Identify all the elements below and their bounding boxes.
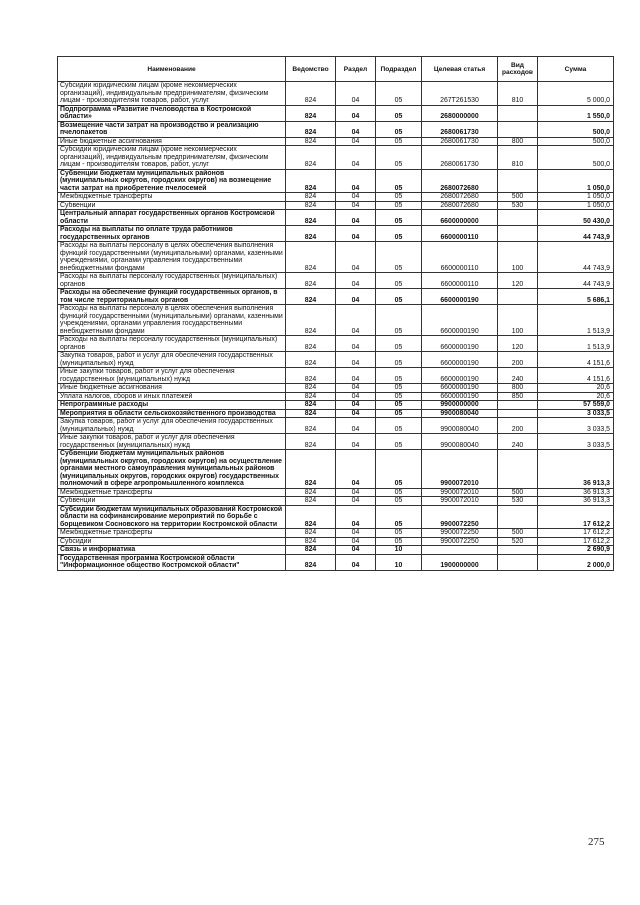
table-row [58,384,614,393]
cell-sum: 5 000,0 [538,82,614,106]
cell-razdel: 04 [336,537,376,546]
table-row [58,273,614,289]
cell-razdel: 04 [336,242,376,273]
cell-podrazdel: 10 [376,554,422,570]
cell-sum: 4 151,6 [538,352,614,368]
cell-razdel: 04 [336,146,376,170]
cell-sum: 57 559,0 [538,401,614,410]
cell-name: Уплата налогов, сборов и иных платежей [58,392,286,401]
cell-target-article: 9900000000 [422,401,498,410]
table-row [58,193,614,202]
cell-expense-type [498,401,538,410]
cell-vedomstvo: 824 [286,226,336,242]
cell-name: Субвенции [58,497,286,506]
cell-sum: 1 050,0 [538,193,614,202]
table-row [58,146,614,170]
cell-vedomstvo: 824 [286,105,336,121]
cell-target-article: 9900080040 [422,409,498,418]
cell-name: Государственная программа Костромской области "Информационное общество Костромской области" [58,554,286,570]
cell-expense-type [498,105,538,121]
cell-name: Мероприятия в области сельскохозяйственного производства [58,409,286,418]
cell-razdel: 04 [336,82,376,106]
cell-sum: 5 686,1 [538,289,614,305]
cell-podrazdel: 05 [376,105,422,121]
cell-podrazdel: 10 [376,546,422,555]
cell-podrazdel: 05 [376,450,422,489]
table-row [58,450,614,489]
cell-sum: 500,0 [538,137,614,146]
cell-target-article: 2680000000 [422,105,498,121]
cell-expense-type: 200 [498,418,538,434]
cell-podrazdel: 05 [376,336,422,352]
cell-target-article: 6600000190 [422,368,498,384]
cell-vedomstvo: 824 [286,497,336,506]
cell-expense-type [498,169,538,193]
cell-vedomstvo: 824 [286,409,336,418]
cell-podrazdel: 05 [376,537,422,546]
cell-name: Межбюджетные трансферты [58,488,286,497]
cell-podrazdel: 05 [376,273,422,289]
cell-name: Иные бюджетные ассигнования [58,137,286,146]
cell-target-article: 2680061730 [422,121,498,137]
cell-target-article: 9900072010 [422,488,498,497]
cell-podrazdel: 05 [376,488,422,497]
cell-target-article: 6600000190 [422,289,498,305]
cell-sum: 2 000,0 [538,554,614,570]
cell-expense-type: 800 [498,384,538,393]
cell-target-article: 6600000000 [422,210,498,226]
cell-target-article: 6600000110 [422,226,498,242]
cell-sum: 17 612,2 [538,505,614,529]
cell-name: Иные бюджетные ассигнования [58,384,286,393]
cell-podrazdel: 05 [376,497,422,506]
cell-podrazdel: 05 [376,409,422,418]
cell-razdel: 04 [336,529,376,538]
table-row [58,418,614,434]
cell-podrazdel: 05 [376,392,422,401]
cell-vedomstvo: 824 [286,392,336,401]
cell-podrazdel: 05 [376,368,422,384]
cell-razdel: 04 [336,368,376,384]
cell-vedomstvo: 824 [286,305,336,336]
cell-expense-type: 810 [498,82,538,106]
cell-razdel: 04 [336,169,376,193]
cell-target-article: 2680072680 [422,201,498,210]
cell-sum: 17 612,2 [538,529,614,538]
cell-razdel: 04 [336,450,376,489]
cell-target-article: 9900080040 [422,434,498,450]
cell-target-article: 2680072680 [422,169,498,193]
cell-target-article: 2680072680 [422,193,498,202]
cell-vedomstvo: 824 [286,537,336,546]
table-row [58,488,614,497]
cell-vedomstvo: 824 [286,546,336,555]
cell-target-article: 9900072010 [422,497,498,506]
budget-table [57,56,614,571]
cell-vedomstvo: 824 [286,273,336,289]
table-row [58,201,614,210]
cell-podrazdel: 05 [376,210,422,226]
cell-vedomstvo: 824 [286,418,336,434]
table-row [58,368,614,384]
cell-podrazdel: 05 [376,193,422,202]
cell-name: Расходы на выплаты персоналу в целях обеспечения выполнения функций государственными (муниципальными) органами, казенными учреждениями, органами управления государственными внебюджетными фондами [58,242,286,273]
table-row [58,242,614,273]
table-row [58,352,614,368]
cell-razdel: 04 [336,546,376,555]
cell-name: Субвенции бюджетам муниципальных районов (муниципальных округов, городских округов) на возмещение части затрат на приобретение пчелосемей [58,169,286,193]
cell-podrazdel: 05 [376,146,422,170]
cell-expense-type: 810 [498,146,538,170]
cell-expense-type: 100 [498,305,538,336]
cell-sum: 1 050,0 [538,201,614,210]
cell-razdel: 04 [336,384,376,393]
cell-razdel: 04 [336,105,376,121]
cell-podrazdel: 05 [376,418,422,434]
cell-expense-type: 120 [498,336,538,352]
cell-sum: 4 151,6 [538,368,614,384]
cell-razdel: 04 [336,488,376,497]
cell-razdel: 04 [336,305,376,336]
cell-podrazdel: 05 [376,169,422,193]
cell-expense-type: 240 [498,368,538,384]
cell-vedomstvo: 824 [286,401,336,410]
cell-name: Непрограммные расходы [58,401,286,410]
table-row [58,529,614,538]
cell-expense-type: 530 [498,201,538,210]
col-header-vedomstvo: Ведомство [286,57,336,82]
cell-sum: 1 513,9 [538,305,614,336]
cell-razdel: 04 [336,273,376,289]
cell-expense-type: 500 [498,529,538,538]
cell-expense-type: 500 [498,193,538,202]
cell-expense-type [498,289,538,305]
cell-name: Расходы на выплаты персоналу государственных (муниципальных) органов [58,273,286,289]
table-row [58,105,614,121]
table-row [58,226,614,242]
cell-name: Субсидии юридическим лицам (кроме некоммерческих организаций), индивидуальным предпринимателям, физическим лицам - производителям товаров, работ, услуг [58,146,286,170]
table-row [58,401,614,410]
cell-vedomstvo: 824 [286,82,336,106]
cell-vedomstvo: 824 [286,505,336,529]
cell-podrazdel: 05 [376,505,422,529]
cell-target-article: 2680061730 [422,146,498,170]
cell-expense-type: 240 [498,434,538,450]
cell-name: Межбюджетные трансферты [58,193,286,202]
cell-razdel: 04 [336,497,376,506]
cell-vedomstvo: 824 [286,201,336,210]
col-header-target-article: Целевая статья [422,57,498,82]
table-row [58,121,614,137]
cell-name: Расходы на выплаты персоналу в целях обеспечения выполнения функций государственными (муниципальными) органами, казенными учреждениями, органами управления государственными внебюджетными фондами [58,305,286,336]
cell-name: Подпрограмма «Развитие пчеловодства в Костромской области» [58,105,286,121]
table-row [58,497,614,506]
cell-podrazdel: 05 [376,352,422,368]
cell-vedomstvo: 824 [286,434,336,450]
cell-vedomstvo: 824 [286,210,336,226]
cell-podrazdel: 05 [376,242,422,273]
cell-vedomstvo: 824 [286,137,336,146]
table-body [58,82,614,571]
cell-sum: 3 033,5 [538,434,614,450]
cell-razdel: 04 [336,193,376,202]
table-row [58,210,614,226]
col-header-sum: Сумма [538,57,614,82]
cell-target-article: 1900000000 [422,554,498,570]
cell-vedomstvo: 824 [286,488,336,497]
cell-vedomstvo: 824 [286,242,336,273]
cell-name: Субсидии юридическим лицам (кроме некоммерческих организаций), индивидуальным предпринимателям, физическим лицам - производителям товаров, работ, услуг [58,82,286,106]
table-row [58,546,614,555]
cell-sum: 50 430,0 [538,210,614,226]
table-row [58,137,614,146]
cell-expense-type [498,505,538,529]
cell-sum: 500,0 [538,121,614,137]
cell-vedomstvo: 824 [286,368,336,384]
cell-vedomstvo: 824 [286,169,336,193]
table-row [58,289,614,305]
table-row [58,305,614,336]
cell-razdel: 04 [336,201,376,210]
table-row [58,82,614,106]
cell-podrazdel: 05 [376,137,422,146]
cell-target-article: 9900072250 [422,529,498,538]
cell-sum: 3 033,5 [538,409,614,418]
cell-name: Расходы на выплаты персоналу государственных (муниципальных) органов [58,336,286,352]
cell-razdel: 04 [336,434,376,450]
cell-expense-type [498,554,538,570]
cell-vedomstvo: 824 [286,289,336,305]
cell-target-article: 9900072250 [422,505,498,529]
cell-target-article: 6600000190 [422,352,498,368]
cell-sum: 20,6 [538,384,614,393]
cell-razdel: 04 [336,121,376,137]
cell-sum: 500,0 [538,146,614,170]
cell-podrazdel: 05 [376,305,422,336]
table-row [58,554,614,570]
cell-sum: 20,6 [538,392,614,401]
cell-sum: 36 913,3 [538,488,614,497]
col-header-razdel: Раздел [336,57,376,82]
table-header-row [58,57,614,82]
cell-sum: 36 913,3 [538,450,614,489]
cell-razdel: 04 [336,554,376,570]
cell-razdel: 04 [336,401,376,410]
cell-razdel: 04 [336,392,376,401]
cell-target-article [422,546,498,555]
cell-expense-type [498,226,538,242]
cell-expense-type [498,546,538,555]
cell-name: Закупка товаров, работ и услуг для обеспечения государственных (муниципальных) нужд [58,418,286,434]
cell-sum: 44 743,9 [538,273,614,289]
cell-name: Субвенции бюджетам муниципальных районов (муниципальных округов, городских округов) на осуществление органами местного самоуправления муниципальных районов (муниципальных округов, городских округов) государственных полномочий в сфере агропромышленного комплекса [58,450,286,489]
cell-sum: 3 033,5 [538,418,614,434]
cell-podrazdel: 05 [376,121,422,137]
table-row [58,434,614,450]
cell-vedomstvo: 824 [286,529,336,538]
table-row [58,169,614,193]
cell-name: Субсидии [58,537,286,546]
cell-sum: 1 050,0 [538,169,614,193]
cell-vedomstvo: 824 [286,121,336,137]
cell-name: Связь и информатика [58,546,286,555]
table-row [58,392,614,401]
cell-vedomstvo: 824 [286,193,336,202]
cell-name: Иные закупки товаров, работ и услуг для обеспечения государственных (муниципальных) нужд [58,368,286,384]
cell-name: Расходы на обеспечение функций государственных органов, в том числе территориальных органов [58,289,286,305]
cell-target-article: 9900072250 [422,537,498,546]
cell-razdel: 04 [336,137,376,146]
cell-sum: 1 550,0 [538,105,614,121]
cell-vedomstvo: 824 [286,336,336,352]
cell-expense-type: 100 [498,242,538,273]
cell-name: Центральный аппарат государственных органов Костромской области [58,210,286,226]
cell-razdel: 04 [336,289,376,305]
cell-razdel: 04 [336,226,376,242]
cell-razdel: 04 [336,210,376,226]
cell-vedomstvo: 824 [286,450,336,489]
table-row [58,409,614,418]
col-header-name: Наименование [58,57,286,82]
cell-razdel: 04 [336,352,376,368]
cell-razdel: 04 [336,505,376,529]
cell-target-article: 6600000110 [422,273,498,289]
cell-podrazdel: 05 [376,289,422,305]
cell-expense-type [498,210,538,226]
cell-sum: 44 743,9 [538,226,614,242]
cell-vedomstvo: 824 [286,384,336,393]
cell-target-article: 6600000110 [422,242,498,273]
cell-target-article: 9900080040 [422,418,498,434]
cell-expense-type: 850 [498,392,538,401]
cell-sum: 17 612,2 [538,537,614,546]
cell-target-article: 6600000190 [422,336,498,352]
cell-target-article: 6600000190 [422,392,498,401]
cell-vedomstvo: 824 [286,554,336,570]
page-number: 275 [588,836,605,848]
cell-expense-type [498,450,538,489]
table-row [58,537,614,546]
cell-target-article: 9900072010 [422,450,498,489]
cell-podrazdel: 05 [376,82,422,106]
cell-target-article: 2680061730 [422,137,498,146]
cell-target-article: 267Т261530 [422,82,498,106]
cell-podrazdel: 05 [376,384,422,393]
cell-target-article: 6600000190 [422,384,498,393]
cell-podrazdel: 05 [376,434,422,450]
cell-podrazdel: 05 [376,226,422,242]
table-row [58,336,614,352]
cell-sum: 2 690,9 [538,546,614,555]
table-row [58,505,614,529]
cell-name: Субвенции [58,201,286,210]
cell-expense-type: 530 [498,497,538,506]
cell-vedomstvo: 824 [286,352,336,368]
col-header-podrazdel: Подраздел [376,57,422,82]
cell-name: Межбюджетные трансферты [58,529,286,538]
cell-razdel: 04 [336,336,376,352]
cell-expense-type: 120 [498,273,538,289]
col-header-expense-type: Вид расходов [498,57,538,82]
cell-sum: 44 743,9 [538,242,614,273]
cell-podrazdel: 05 [376,201,422,210]
cell-name: Иные закупки товаров, работ и услуг для обеспечения государственных (муниципальных) нужд [58,434,286,450]
cell-name: Закупка товаров, работ и услуг для обеспечения государственных (муниципальных) нужд [58,352,286,368]
cell-razdel: 04 [336,409,376,418]
cell-expense-type: 520 [498,537,538,546]
cell-name: Субсидии бюджетам муниципальных образований Костромской области на софинансирование мероприятий по борьбе с борщевиком Сосновского на территории Костромской области [58,505,286,529]
cell-expense-type [498,121,538,137]
cell-target-article: 6600000190 [422,305,498,336]
cell-podrazdel: 05 [376,529,422,538]
cell-razdel: 04 [336,418,376,434]
cell-expense-type [498,409,538,418]
cell-name: Расходы на выплаты по оплате труда работников государственных органов [58,226,286,242]
cell-vedomstvo: 824 [286,146,336,170]
cell-name: Возмещение части затрат на производство и реализацию пчелопакетов [58,121,286,137]
cell-podrazdel: 05 [376,401,422,410]
cell-sum: 36 913,3 [538,497,614,506]
cell-expense-type: 800 [498,137,538,146]
cell-expense-type: 500 [498,488,538,497]
cell-expense-type: 200 [498,352,538,368]
cell-sum: 1 513,9 [538,336,614,352]
